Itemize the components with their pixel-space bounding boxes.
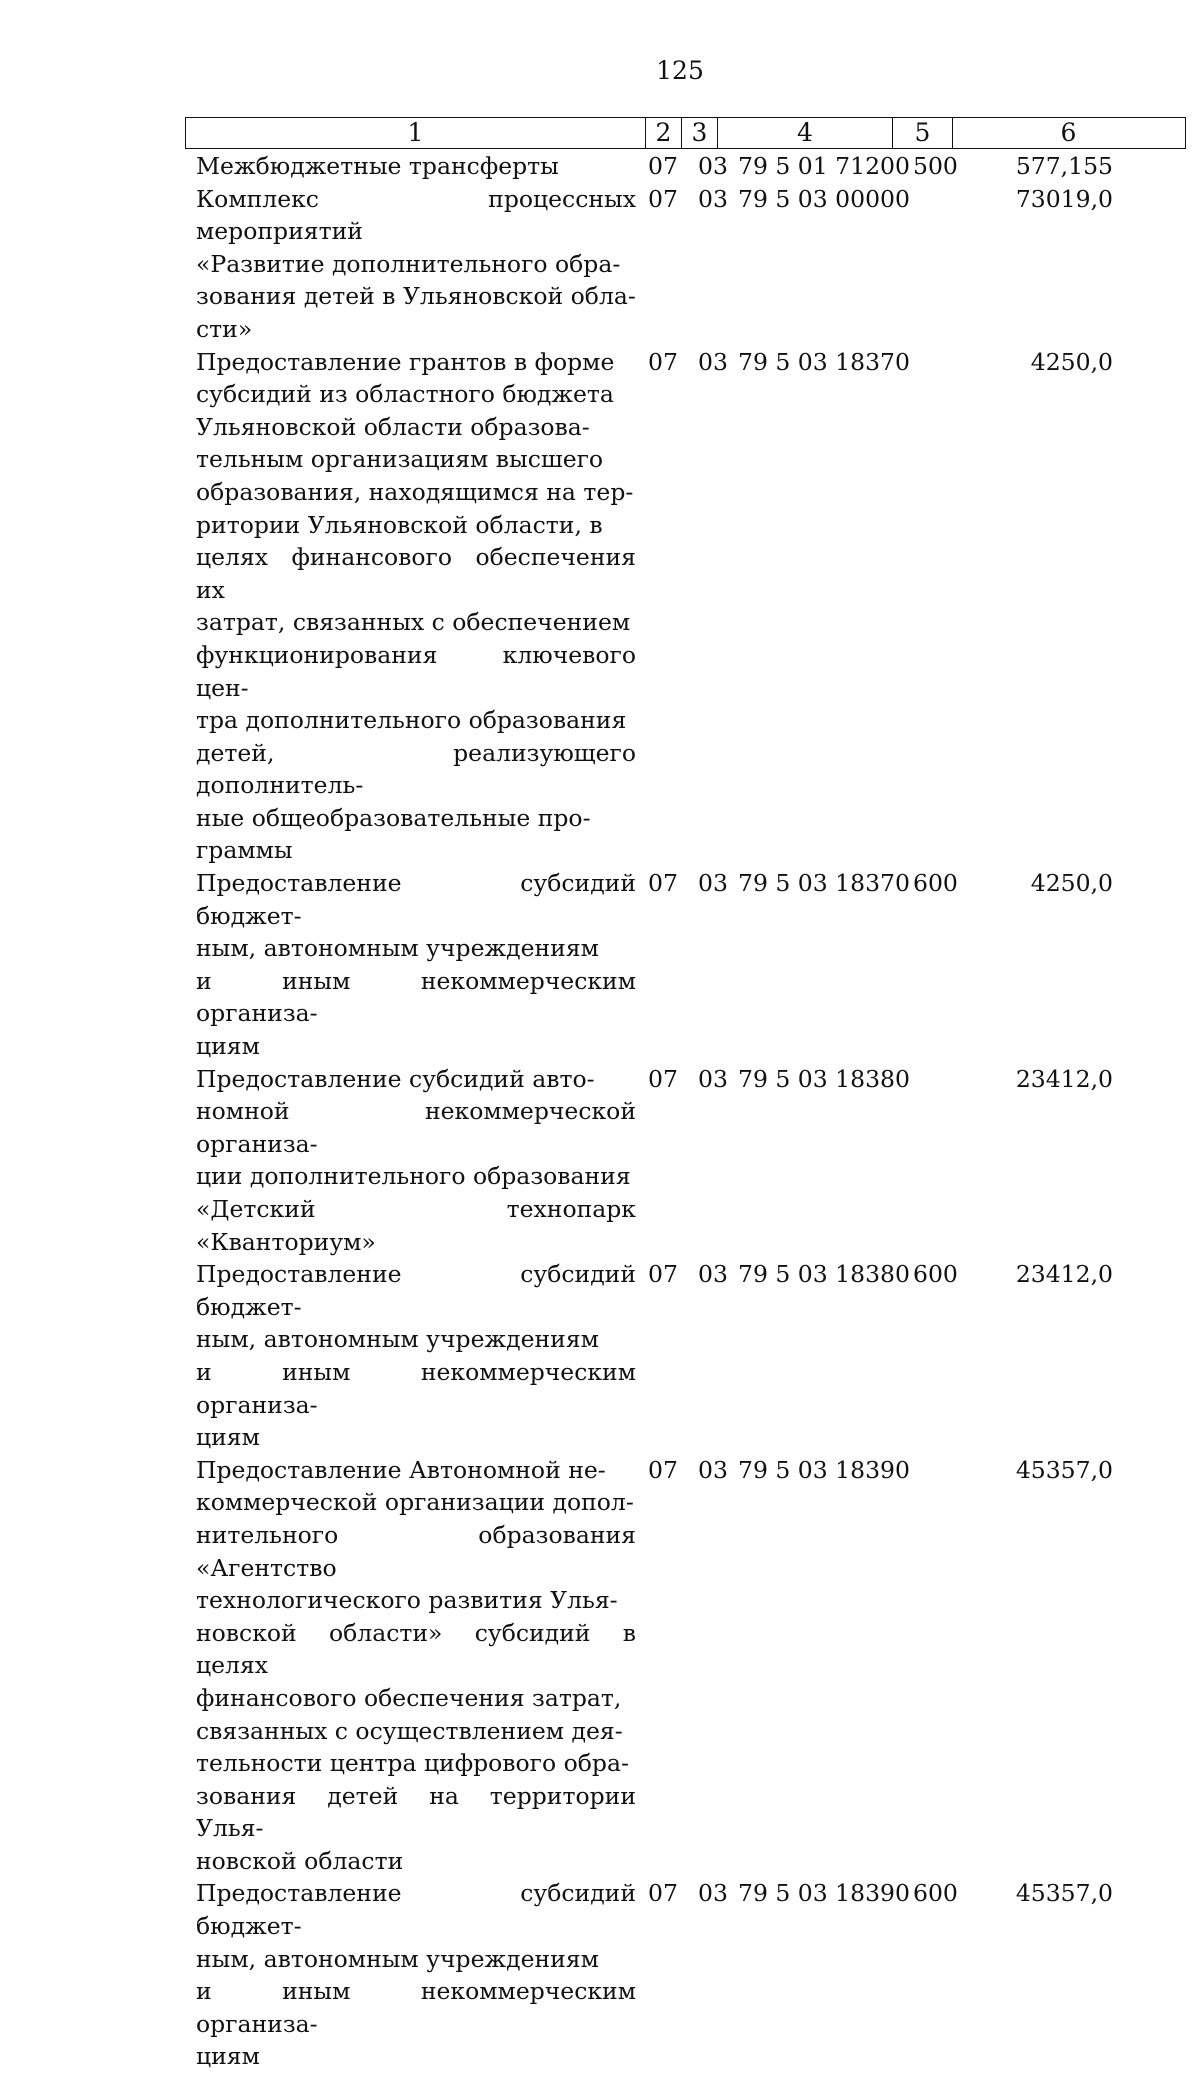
- cell-c2: 07: [648, 347, 678, 376]
- description-line: ным, автономным учреждениям: [196, 1325, 599, 1354]
- cell-c6: 4250,0: [1030, 869, 1113, 898]
- cell-c3: 03: [698, 1879, 728, 1908]
- row-description: [196, 183, 636, 346]
- description-line: связанных с осуществлением дея-: [196, 1716, 623, 1745]
- cell-c4: 79 5 03 18370: [738, 869, 910, 898]
- description-line: затрат, связанных с обеспечением: [196, 608, 631, 637]
- description-line: и иным некоммерческим организа-: [196, 966, 636, 1028]
- cell-c3: 03: [698, 869, 728, 898]
- cell-c6: 45357,0: [1015, 1455, 1113, 1484]
- cell-c3: 03: [698, 1260, 728, 1289]
- header-col-6: 6: [1060, 118, 1077, 147]
- cell-c4: 79 5 03 00000: [738, 184, 910, 213]
- table-row: [196, 150, 1196, 183]
- cell-c5: 500: [913, 152, 958, 180]
- cell-c2: 07: [648, 152, 678, 180]
- row-description: [196, 1258, 636, 1454]
- cell-c2: 07: [648, 1455, 678, 1484]
- description-line: Предоставление субсидий бюджет-: [196, 1879, 636, 1941]
- row-description: [196, 1063, 636, 1259]
- row-description: [196, 1454, 636, 1878]
- cell-c6: 23412,0: [1015, 1064, 1113, 1093]
- cell-c5: 600: [913, 1260, 958, 1289]
- table-row: [196, 867, 1196, 1063]
- description-line: Предоставление субсидий бюджет-: [196, 1260, 636, 1321]
- description-line: ритории Ульяновской области, в: [196, 510, 603, 539]
- cell-c3: 03: [698, 1455, 728, 1484]
- description-line: Ульяновской области образова-: [196, 412, 590, 441]
- description-line: циям: [196, 2042, 260, 2071]
- cell-c2: 07: [648, 184, 678, 213]
- description-line: «Детский технопарк «Кванториум»: [196, 1195, 636, 1256]
- cell-c4: 79 5 03 18370: [738, 347, 910, 376]
- table-header: [185, 117, 1186, 149]
- description-line: тельности центра цифрового обра-: [196, 1749, 629, 1778]
- description-line: ные общеобразовательные про-: [196, 803, 591, 832]
- cell-c4: 79 5 01 71200: [738, 152, 910, 180]
- description-line: Предоставление грантов в форме: [196, 347, 615, 376]
- description-line: Межбюджетные трансферты: [196, 152, 559, 180]
- description-line: нительного образования «Агентство: [196, 1520, 636, 1582]
- description-line: Предоставление субсидий бюджет-: [196, 869, 636, 930]
- description-line: Комплекс процессных мероприятий: [196, 184, 636, 246]
- description-line: детей, реализующего дополнитель-: [196, 738, 636, 800]
- table-row: [196, 1063, 1196, 1259]
- row-description: [196, 150, 636, 183]
- cell-c3: 03: [698, 347, 728, 376]
- cell-c3: 03: [698, 152, 728, 180]
- cell-c6: 4250,0: [1030, 347, 1113, 376]
- description-line: «Развитие дополнительного обра-: [196, 249, 621, 278]
- description-line: номной некоммерческой организа-: [196, 1097, 636, 1158]
- description-line: ным, автономным учреждениям: [196, 1944, 599, 1973]
- cell-c4: 79 5 03 18390: [738, 1455, 910, 1484]
- table-row: [196, 1877, 1196, 2073]
- cell-c4: 79 5 03 18380: [738, 1260, 910, 1289]
- cell-c4: 79 5 03 18390: [738, 1879, 910, 1908]
- cell-c2: 07: [648, 869, 678, 898]
- description-line: и иным некоммерческим организа-: [196, 1357, 636, 1419]
- cell-c2: 07: [648, 1879, 678, 1908]
- row-description: [196, 1877, 636, 2073]
- cell-c5: 600: [913, 1879, 958, 1908]
- description-line: финансового обеспечения затрат,: [196, 1683, 622, 1712]
- cell-c6: 23412,0: [1015, 1260, 1113, 1289]
- cell-c2: 07: [648, 1260, 678, 1289]
- description-line: тра дополнительного образования: [196, 706, 627, 735]
- table-row: [196, 1454, 1196, 1878]
- cell-c3: 03: [698, 184, 728, 213]
- header-col-5: 5: [893, 118, 953, 148]
- cell-c2: 07: [648, 1064, 678, 1093]
- description-line: ным, автономным учреждениям: [196, 934, 599, 963]
- cell-c6: 45357,0: [1015, 1879, 1113, 1908]
- description-line: циям: [196, 1423, 260, 1452]
- description-line: технологического развития Улья-: [196, 1586, 618, 1615]
- description-line: зования детей в Ульяновской обла-: [196, 282, 636, 311]
- cell-c5: 600: [913, 869, 958, 898]
- description-line: целях финансового обеспечения их: [196, 543, 636, 604]
- table-row: [196, 346, 1196, 868]
- description-line: новской области» субсидий в целях: [196, 1618, 636, 1680]
- cell-c6: 577,155: [1015, 152, 1113, 180]
- cell-c6: 73019,0: [1015, 184, 1113, 213]
- header-col-1: 1: [186, 118, 646, 148]
- description-line: функционирования ключевого цен-: [196, 640, 636, 702]
- cell-c3: 03: [698, 1064, 728, 1093]
- description-line: тельным организациям высшего: [196, 445, 604, 474]
- description-line: Предоставление Автономной не-: [196, 1455, 606, 1484]
- description-line: и иным некоммерческим организа-: [196, 1977, 636, 2038]
- table-row: [196, 183, 1196, 346]
- description-line: сти»: [196, 314, 253, 343]
- description-line: коммерческой организации допол-: [196, 1488, 634, 1517]
- table-row: [196, 1258, 1196, 1454]
- description-line: циям: [196, 1032, 260, 1061]
- description-line: ции дополнительного образования: [196, 1162, 631, 1191]
- table-body: [196, 150, 1196, 2073]
- cell-c4: 79 5 03 18380: [738, 1064, 910, 1093]
- header-col-3: 3: [682, 118, 718, 148]
- row-description: [196, 867, 636, 1063]
- description-line: субсидий из областного бюджета: [196, 380, 614, 409]
- header-col-2: 2: [646, 118, 682, 148]
- page-number: 125: [656, 56, 704, 85]
- description-line: новской области: [196, 1846, 404, 1875]
- description-line: Предоставление субсидий авто-: [196, 1064, 595, 1093]
- description-line: граммы: [196, 836, 293, 865]
- description-line: образования, находящимся на тер-: [196, 477, 634, 506]
- header-col-4: 4: [718, 118, 893, 148]
- description-line: зования детей на территории Улья-: [196, 1781, 636, 1843]
- row-description: [196, 346, 636, 868]
